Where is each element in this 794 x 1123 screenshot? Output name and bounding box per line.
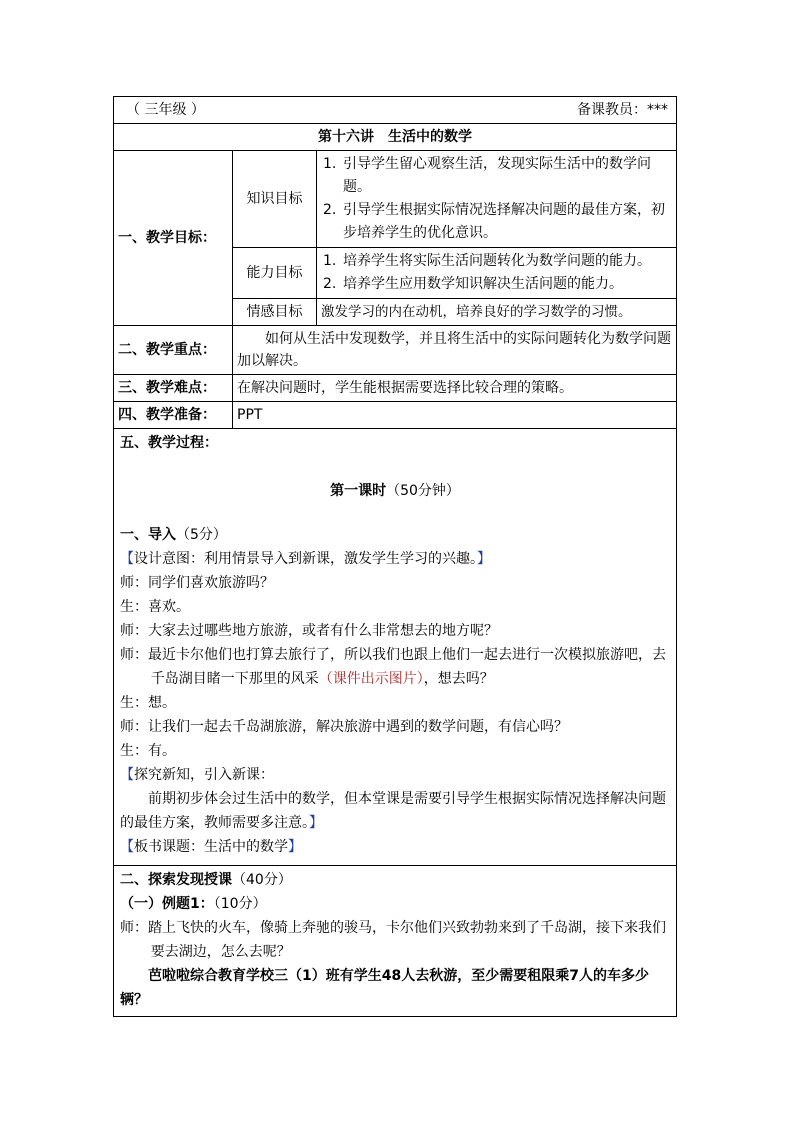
board-title: 【板书课题：生活中的数学】: [120, 839, 302, 855]
lecture-title: 第十六讲 生活中的数学: [114, 124, 677, 151]
title-row: [114, 124, 677, 151]
dialogue-line: 生：喜欢。: [120, 599, 190, 615]
emotion-label: 情感目标: [233, 299, 317, 326]
knowledge-row: [114, 151, 677, 248]
explore-text: 前期初步体会过生活中的数学，但本堂课是需要引导学生根据实际情况选择解决问题的最佳方案，教师需要多注意。】: [120, 791, 666, 831]
dialogue-line: 师：踏上飞快的火车，像骑上奔驰的骏马，卡尔他们兴致勃勃来到了千岛湖，接下来我们要去湖边，怎么去呢？: [120, 920, 666, 960]
header-row: [114, 97, 677, 124]
knowledge-content: [317, 151, 677, 248]
lesson-title: 第一课时（50分钟）: [330, 483, 460, 499]
dialogue-line: 生：想。: [120, 695, 176, 711]
dialogue-line: 生：有。: [120, 743, 176, 759]
example-problem: 芭啦啦综合教育学校三（1）班有学生48人去秋游，至少需要租限乘7人的车多少辆？: [120, 968, 649, 1008]
process-label: 五、教学过程：: [120, 435, 218, 451]
difficulties-label: 三、教学难点：: [114, 375, 233, 402]
process-row: [114, 429, 677, 866]
design-intent: 【设计意图：利用情景导入到新课，激发学生学习的兴趣。】: [120, 551, 491, 567]
dialogue-line: 师：大家去过哪些地方旅游，或者有什么非常想去的地方呢？: [120, 623, 498, 639]
explore-heading: 【探究新知，引入新课：: [120, 767, 274, 783]
teacher-label: 备课教员：***: [577, 102, 669, 118]
example-heading: （一）例题1：（10分）: [120, 896, 267, 912]
list-item: 1. 培养学生将实际生活问题转化为数学问题的能力。: [323, 253, 651, 269]
section2-row: [114, 866, 677, 1017]
emotion-content: 激发学习的内在动机，培养良好的学习数学的习惯。: [317, 299, 677, 326]
preparation-row: [114, 402, 677, 429]
difficulties-row: [114, 375, 677, 402]
difficulties-content: 在解决问题时，学生能根据需要选择比较合理的策略。: [233, 375, 677, 402]
grade-label: （ 三年级 ）: [126, 102, 205, 118]
objectives-label: 一、教学目标：: [114, 151, 233, 326]
key-points-label: 二、教学重点：: [114, 326, 233, 375]
ability-content: [317, 248, 677, 299]
key-points-content: 如何从生活中发现数学，并且将生活中的实际问题转化为数学问题加以解决。: [233, 326, 677, 375]
ability-label: 能力目标: [233, 248, 317, 299]
dialogue-line: 师：让我们一起去千岛湖旅游，解决旅游中遇到的数学问题，有信心吗？: [120, 719, 568, 735]
preparation-content: PPT: [233, 402, 677, 429]
lesson-plan-page: [113, 96, 676, 1017]
list-item: 2. 培养学生应用数学知识解决生活问题的能力。: [323, 276, 623, 292]
intro-heading: 一、导入（5分）: [120, 527, 227, 543]
dialogue-line: 师：最近卡尔他们也打算去旅行了，所以我们也跟上他们一起去进行一次模拟旅游吧，去千岛湖目睹一下那里的风采（课件出示图片），想去吗？: [120, 647, 666, 687]
list-item: 1. 引导学生留心观察生活，发现实际生活中的数学问题。: [323, 156, 651, 195]
section2-heading: 二、探索发现授课（40分）: [120, 872, 292, 888]
list-item: 2. 引导学生根据实际情况选择解决问题的最佳方案，初步培养学生的优化意识。: [323, 202, 665, 241]
dialogue-line: 师：同学们喜欢旅游吗？: [120, 575, 274, 591]
lesson-plan-table: [113, 96, 677, 1017]
knowledge-label: 知识目标: [233, 151, 317, 248]
preparation-label: 四、教学准备：: [114, 402, 233, 429]
key-points-row: [114, 326, 677, 375]
